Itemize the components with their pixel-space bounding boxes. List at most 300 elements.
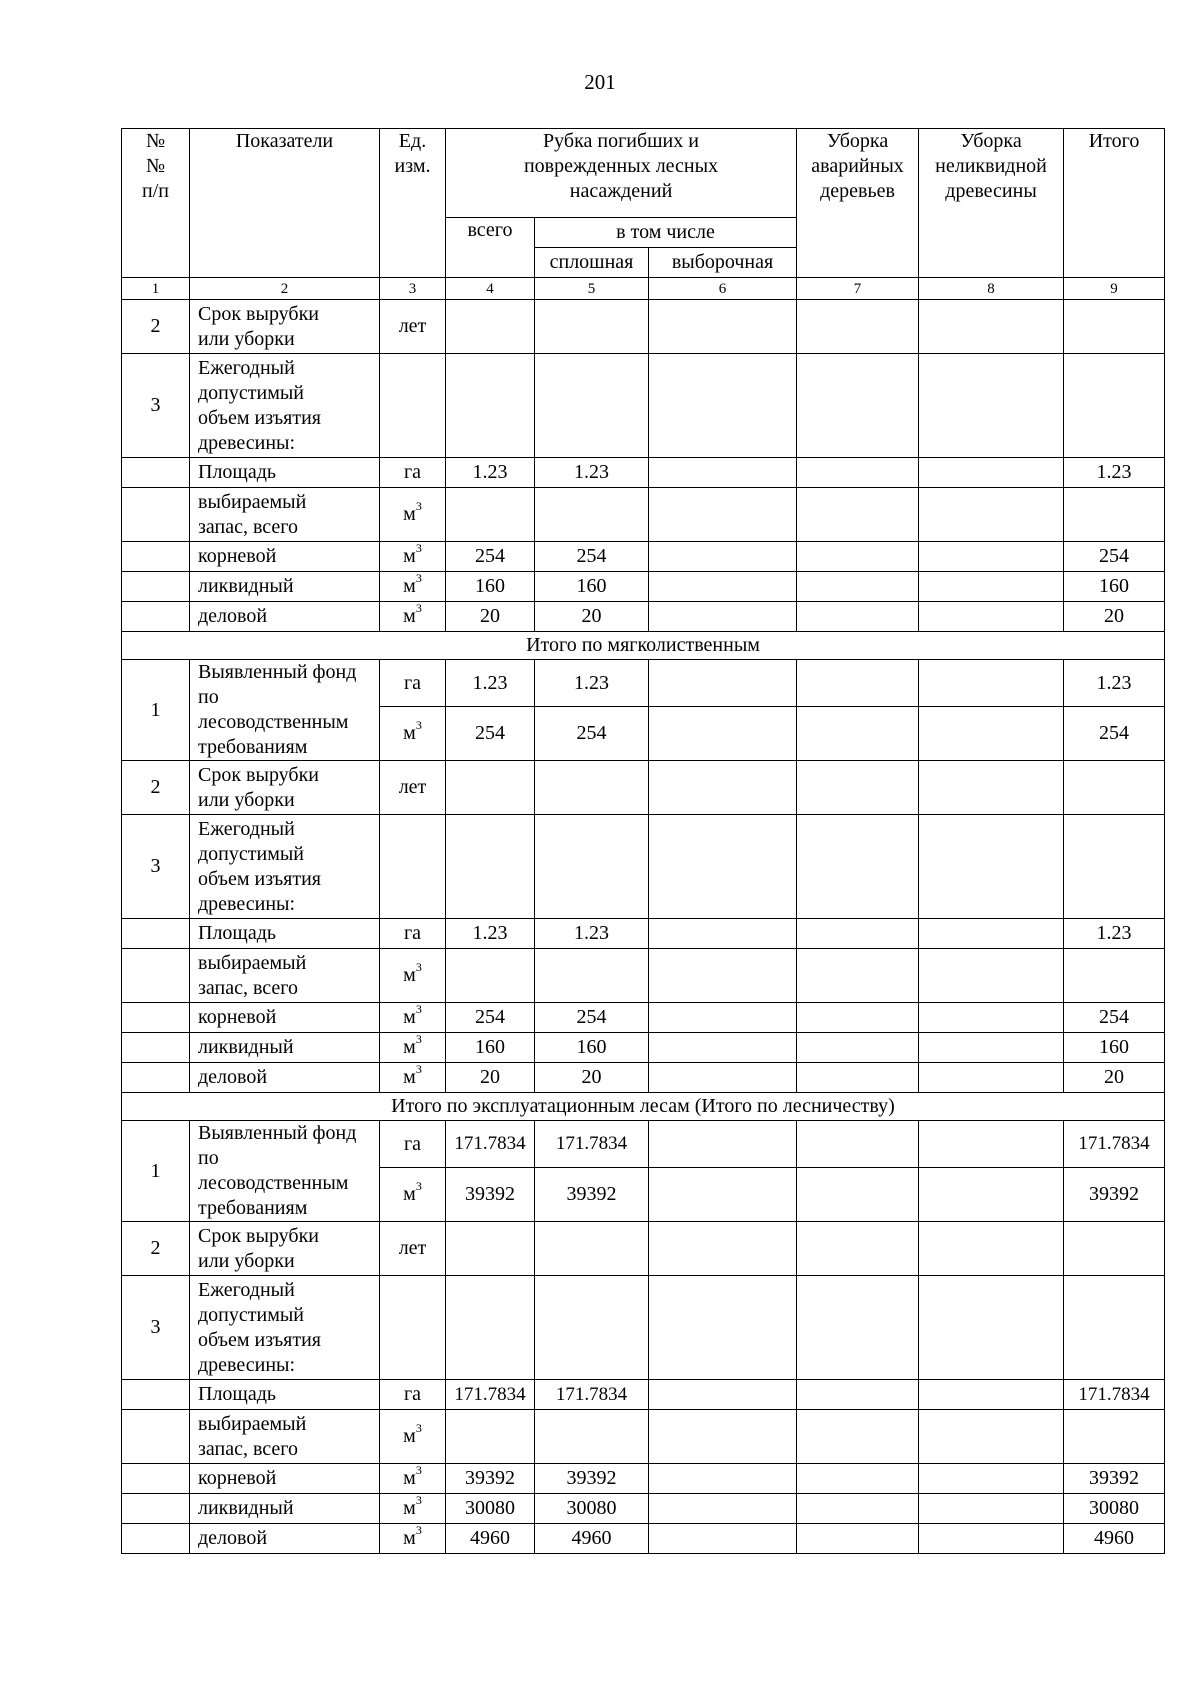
value-c6 <box>649 949 797 1003</box>
value-c9 <box>1064 761 1165 815</box>
value-c6 <box>649 1410 797 1464</box>
table-row <box>122 1410 1165 1464</box>
fund-row-ga <box>122 1121 1165 1168</box>
value-c5: 254 <box>535 1003 649 1033</box>
value-c6 <box>649 1524 797 1554</box>
value-c5 <box>535 815 649 919</box>
unit-cell <box>380 707 446 761</box>
unit-superscript: 3 <box>415 1493 422 1508</box>
table-row <box>122 1003 1165 1033</box>
value-c4: 30080 <box>446 1494 535 1524</box>
value-c9: 39392 <box>1064 1464 1165 1494</box>
indicator-label: ликвидный <box>190 1033 380 1063</box>
indicator-label: Площадь <box>190 458 380 488</box>
unit-cell <box>380 1033 446 1063</box>
value-c9: 171.7834 <box>1064 1121 1165 1168</box>
row-number <box>122 1380 190 1410</box>
unit-superscript: 3 <box>415 571 422 586</box>
unit-cell: га <box>380 660 446 707</box>
unit-cell: лет <box>380 761 446 815</box>
value-c4: 1.23 <box>446 919 535 949</box>
value-c6 <box>649 300 797 354</box>
unit-text: м <box>403 545 416 567</box>
value-c5: 254 <box>535 542 649 572</box>
value-c5: 1.23 <box>535 458 649 488</box>
value-c5: 20 <box>535 1063 649 1093</box>
column-numbers-row <box>122 278 1165 300</box>
row-number: 1 <box>122 660 190 761</box>
col-num-3: 3 <box>380 278 446 300</box>
unit-superscript: 3 <box>415 1523 422 1538</box>
value-c9: 1.23 <box>1064 919 1165 949</box>
col-num-1: 1 <box>122 278 190 300</box>
value-c5: 254 <box>535 707 649 761</box>
forestry-table <box>121 128 1165 1554</box>
value-c4: 171.7834 <box>446 1121 535 1168</box>
row-number <box>122 1464 190 1494</box>
value-c7 <box>797 542 919 572</box>
value-c8 <box>919 354 1064 458</box>
unit-text: м <box>403 503 416 525</box>
table-row <box>122 1276 1165 1380</box>
value-c9 <box>1064 300 1165 354</box>
value-c6 <box>649 815 797 919</box>
value-c6 <box>649 1464 797 1494</box>
row-number <box>122 1033 190 1063</box>
unit-cell <box>380 354 446 458</box>
value-c5: 160 <box>535 572 649 602</box>
value-c7 <box>797 660 919 707</box>
section-title: Итого по мягколиственным <box>122 632 1165 660</box>
header-emergency: Уборка аварийных деревьев <box>797 129 919 278</box>
unit-superscript: 3 <box>415 601 422 616</box>
header-row-1 <box>122 129 1165 218</box>
value-c6 <box>649 1063 797 1093</box>
value-c8 <box>919 542 1064 572</box>
unit-cell <box>380 1464 446 1494</box>
indicator-label: Ежегодный допустимый объем изъятия древесины: <box>190 815 380 919</box>
value-c9 <box>1064 1222 1165 1276</box>
row-number: 3 <box>122 1276 190 1380</box>
header-total: всего <box>446 218 535 278</box>
value-c4 <box>446 815 535 919</box>
indicator-label: ликвидный <box>190 1494 380 1524</box>
row-number <box>122 1524 190 1554</box>
value-c5: 39392 <box>535 1464 649 1494</box>
indicator-label: корневой <box>190 1003 380 1033</box>
value-c8 <box>919 458 1064 488</box>
unit-cell <box>380 542 446 572</box>
indicator-label: Ежегодный допустимый объем изъятия древесины: <box>190 354 380 458</box>
table-row <box>122 815 1165 919</box>
unit-cell <box>380 488 446 542</box>
unit-superscript: 3 <box>415 1463 422 1478</box>
unit-superscript: 3 <box>415 1421 422 1436</box>
value-c7 <box>797 1168 919 1222</box>
value-c7 <box>797 1410 919 1464</box>
value-c9: 39392 <box>1064 1168 1165 1222</box>
indicator-label: деловой <box>190 1063 380 1093</box>
value-c6 <box>649 354 797 458</box>
value-c9: 1.23 <box>1064 458 1165 488</box>
unit-cell: га <box>380 458 446 488</box>
unit-cell <box>380 949 446 1003</box>
value-c5 <box>535 354 649 458</box>
value-c8 <box>919 1276 1064 1380</box>
row-number: 1 <box>122 1121 190 1222</box>
value-c6 <box>649 707 797 761</box>
row-number <box>122 488 190 542</box>
value-c9: 20 <box>1064 602 1165 632</box>
value-c6 <box>649 1494 797 1524</box>
value-c8 <box>919 919 1064 949</box>
value-c9 <box>1064 488 1165 542</box>
value-c7 <box>797 572 919 602</box>
value-c7 <box>797 1524 919 1554</box>
value-c6 <box>649 1222 797 1276</box>
row-number <box>122 1063 190 1093</box>
value-c7 <box>797 488 919 542</box>
value-c4: 254 <box>446 542 535 572</box>
row-number: 2 <box>122 1222 190 1276</box>
value-c7 <box>797 949 919 1003</box>
value-c6 <box>649 542 797 572</box>
unit-superscript: 3 <box>415 1062 422 1077</box>
col-num-2: 2 <box>190 278 380 300</box>
unit-cell <box>380 1524 446 1554</box>
value-c4: 4960 <box>446 1524 535 1554</box>
value-c6 <box>649 1380 797 1410</box>
value-c6 <box>649 458 797 488</box>
row-number <box>122 919 190 949</box>
value-c7 <box>797 300 919 354</box>
table-row <box>122 949 1165 1003</box>
unit-text: м <box>403 1183 416 1206</box>
row-number: 2 <box>122 761 190 815</box>
value-c9: 1.23 <box>1064 660 1165 707</box>
unit-text: м <box>403 1066 416 1088</box>
value-c9 <box>1064 949 1165 1003</box>
value-c9 <box>1064 1410 1165 1464</box>
table-row <box>122 542 1165 572</box>
value-c8 <box>919 1063 1064 1093</box>
unit-text: м <box>403 1425 416 1447</box>
value-c7 <box>797 1033 919 1063</box>
table-row <box>122 1222 1165 1276</box>
value-c9 <box>1064 815 1165 919</box>
indicator-label: Ежегодный допустимый объем изъятия древесины: <box>190 1276 380 1380</box>
table-row <box>122 602 1165 632</box>
value-c9: 20 <box>1064 1063 1165 1093</box>
value-c4: 160 <box>446 572 535 602</box>
value-c6 <box>649 1121 797 1168</box>
unit-cell: лет <box>380 300 446 354</box>
indicator-label: Площадь <box>190 919 380 949</box>
row-number: 3 <box>122 354 190 458</box>
row-number <box>122 1003 190 1033</box>
value-c4 <box>446 1222 535 1276</box>
value-c5: 20 <box>535 602 649 632</box>
header-selective: выборочная <box>649 248 797 278</box>
header-clear: сплошная <box>535 248 649 278</box>
value-c8 <box>919 1003 1064 1033</box>
value-c9: 30080 <box>1064 1494 1165 1524</box>
value-c6 <box>649 488 797 542</box>
row-number <box>122 572 190 602</box>
table-row <box>122 354 1165 458</box>
row-number: 2 <box>122 300 190 354</box>
unit-superscript: 3 <box>415 960 422 975</box>
header-itogo: Итого <box>1064 129 1165 278</box>
indicator-label: выбираемый запас, всего <box>190 488 380 542</box>
header-including: в том числе <box>535 218 797 248</box>
section-title-row <box>122 1093 1165 1121</box>
value-c5 <box>535 488 649 542</box>
table-row <box>122 572 1165 602</box>
value-c4: 1.23 <box>446 458 535 488</box>
indicator-label: Срок вырубки или уборки <box>190 761 380 815</box>
value-c4: 1.23 <box>446 660 535 707</box>
value-c8 <box>919 1464 1064 1494</box>
indicator-label: корневой <box>190 1464 380 1494</box>
indicator-label: выбираемый запас, всего <box>190 949 380 1003</box>
unit-cell <box>380 1410 446 1464</box>
value-c9 <box>1064 354 1165 458</box>
value-c5 <box>535 1410 649 1464</box>
value-c5: 171.7834 <box>535 1380 649 1410</box>
unit-cell: га <box>380 919 446 949</box>
value-c4 <box>446 300 535 354</box>
value-c7 <box>797 761 919 815</box>
unit-superscript: 3 <box>415 1002 422 1017</box>
value-c7 <box>797 1222 919 1276</box>
value-c8 <box>919 707 1064 761</box>
value-c8 <box>919 1494 1064 1524</box>
value-c6 <box>649 919 797 949</box>
value-c5 <box>535 1276 649 1380</box>
table-row <box>122 919 1165 949</box>
value-c9: 160 <box>1064 572 1165 602</box>
unit-text: м <box>403 1497 416 1519</box>
value-c8 <box>919 1168 1064 1222</box>
value-c7 <box>797 815 919 919</box>
table-row <box>122 761 1165 815</box>
value-c8 <box>919 815 1064 919</box>
value-c4: 254 <box>446 707 535 761</box>
header-num: № № п/п <box>122 129 190 278</box>
row-number <box>122 542 190 572</box>
value-c9: 4960 <box>1064 1524 1165 1554</box>
unit-superscript: 3 <box>415 1032 422 1047</box>
header-felling: Рубка погибших и поврежденных лесных насаждений <box>446 129 797 218</box>
value-c9: 254 <box>1064 542 1165 572</box>
fund-row-ga <box>122 660 1165 707</box>
table-row <box>122 1033 1165 1063</box>
value-c9: 160 <box>1064 1033 1165 1063</box>
row-number: 3 <box>122 815 190 919</box>
value-c8 <box>919 1380 1064 1410</box>
value-c9 <box>1064 1276 1165 1380</box>
value-c5: 1.23 <box>535 919 649 949</box>
col-num-7: 7 <box>797 278 919 300</box>
value-c7 <box>797 1494 919 1524</box>
indicator-label: выбираемый запас, всего <box>190 1410 380 1464</box>
value-c6 <box>649 1276 797 1380</box>
unit-cell <box>380 815 446 919</box>
value-c6 <box>649 660 797 707</box>
value-c5 <box>535 761 649 815</box>
unit-cell: га <box>380 1121 446 1168</box>
col-num-4: 4 <box>446 278 535 300</box>
value-c8 <box>919 761 1064 815</box>
table-row <box>122 1464 1165 1494</box>
unit-cell <box>380 1276 446 1380</box>
value-c6 <box>649 1168 797 1222</box>
unit-text: м <box>403 1527 416 1549</box>
value-c5: 171.7834 <box>535 1121 649 1168</box>
section-title-row <box>122 632 1165 660</box>
value-c7 <box>797 1121 919 1168</box>
value-c7 <box>797 354 919 458</box>
col-num-8: 8 <box>919 278 1064 300</box>
value-c9: 171.7834 <box>1064 1380 1165 1410</box>
value-c5 <box>535 949 649 1003</box>
value-c5 <box>535 300 649 354</box>
header-unit: Ед. изм. <box>380 129 446 278</box>
table-row <box>122 1063 1165 1093</box>
unit-cell <box>380 1063 446 1093</box>
value-c6 <box>649 1033 797 1063</box>
unit-superscript: 3 <box>415 718 422 733</box>
value-c8 <box>919 572 1064 602</box>
unit-superscript: 3 <box>415 541 422 556</box>
indicator-label: деловой <box>190 1524 380 1554</box>
unit-cell <box>380 602 446 632</box>
value-c8 <box>919 1121 1064 1168</box>
unit-cell <box>380 1494 446 1524</box>
value-c7 <box>797 1003 919 1033</box>
indicator-label: Площадь <box>190 1380 380 1410</box>
value-c8 <box>919 602 1064 632</box>
value-c9: 254 <box>1064 1003 1165 1033</box>
indicator-label: деловой <box>190 602 380 632</box>
unit-text: м <box>403 964 416 986</box>
table-body <box>122 129 1165 1554</box>
value-c4 <box>446 949 535 1003</box>
value-c4 <box>446 488 535 542</box>
value-c9: 254 <box>1064 707 1165 761</box>
value-c5: 160 <box>535 1033 649 1063</box>
table-row <box>122 1494 1165 1524</box>
col-num-5: 5 <box>535 278 649 300</box>
unit-text: м <box>403 1036 416 1058</box>
indicator-label: Срок вырубки или уборки <box>190 1222 380 1276</box>
indicator-label: Выявленный фонд по лесоводственным требованиям <box>190 660 380 761</box>
indicator-label: Срок вырубки или уборки <box>190 300 380 354</box>
indicator-label: ликвидный <box>190 572 380 602</box>
value-c7 <box>797 1276 919 1380</box>
value-c7 <box>797 1380 919 1410</box>
value-c8 <box>919 949 1064 1003</box>
value-c5: 39392 <box>535 1168 649 1222</box>
value-c7 <box>797 458 919 488</box>
value-c5: 30080 <box>535 1494 649 1524</box>
value-c7 <box>797 1063 919 1093</box>
value-c5: 1.23 <box>535 660 649 707</box>
row-number <box>122 1494 190 1524</box>
unit-text: м <box>403 722 416 745</box>
page-number: 201 <box>584 70 616 94</box>
value-c8 <box>919 488 1064 542</box>
value-c8 <box>919 1410 1064 1464</box>
row-number <box>122 458 190 488</box>
value-c8 <box>919 1524 1064 1554</box>
row-number <box>122 1410 190 1464</box>
value-c8 <box>919 1222 1064 1276</box>
unit-cell <box>380 572 446 602</box>
value-c4 <box>446 1410 535 1464</box>
value-c4: 39392 <box>446 1464 535 1494</box>
table-row <box>122 488 1165 542</box>
value-c7 <box>797 1464 919 1494</box>
row-number <box>122 949 190 1003</box>
header-indicators: Показатели <box>190 129 380 278</box>
unit-cell <box>380 1168 446 1222</box>
table-row <box>122 1524 1165 1554</box>
value-c5 <box>535 1222 649 1276</box>
table-row <box>122 1380 1165 1410</box>
value-c7 <box>797 602 919 632</box>
value-c4: 254 <box>446 1003 535 1033</box>
indicator-label: корневой <box>190 542 380 572</box>
value-c8 <box>919 300 1064 354</box>
unit-text: м <box>403 605 416 627</box>
value-c6 <box>649 1003 797 1033</box>
table-row <box>122 458 1165 488</box>
value-c4: 20 <box>446 602 535 632</box>
value-c8 <box>919 1033 1064 1063</box>
unit-cell <box>380 1003 446 1033</box>
col-num-9: 9 <box>1064 278 1165 300</box>
value-c4 <box>446 1276 535 1380</box>
value-c6 <box>649 572 797 602</box>
value-c4: 20 <box>446 1063 535 1093</box>
unit-cell: га <box>380 1380 446 1410</box>
table-row <box>122 300 1165 354</box>
unit-text: м <box>403 1467 416 1489</box>
value-c6 <box>649 761 797 815</box>
value-c4: 160 <box>446 1033 535 1063</box>
value-c4 <box>446 761 535 815</box>
header-illiquid: Уборка неликвидной древесины <box>919 129 1064 278</box>
indicator-label: Выявленный фонд по лесоводственным требованиям <box>190 1121 380 1222</box>
unit-text: м <box>403 575 416 597</box>
value-c5: 4960 <box>535 1524 649 1554</box>
unit-superscript: 3 <box>415 499 422 514</box>
value-c6 <box>649 602 797 632</box>
value-c4: 171.7834 <box>446 1380 535 1410</box>
row-number <box>122 602 190 632</box>
section-title: Итого по эксплуатационным лесам (Итого по лесничеству) <box>122 1093 1165 1121</box>
unit-cell: лет <box>380 1222 446 1276</box>
value-c8 <box>919 660 1064 707</box>
col-num-6: 6 <box>649 278 797 300</box>
value-c7 <box>797 707 919 761</box>
value-c4 <box>446 354 535 458</box>
unit-superscript: 3 <box>415 1179 422 1194</box>
value-c4: 39392 <box>446 1168 535 1222</box>
unit-text: м <box>403 1006 416 1028</box>
